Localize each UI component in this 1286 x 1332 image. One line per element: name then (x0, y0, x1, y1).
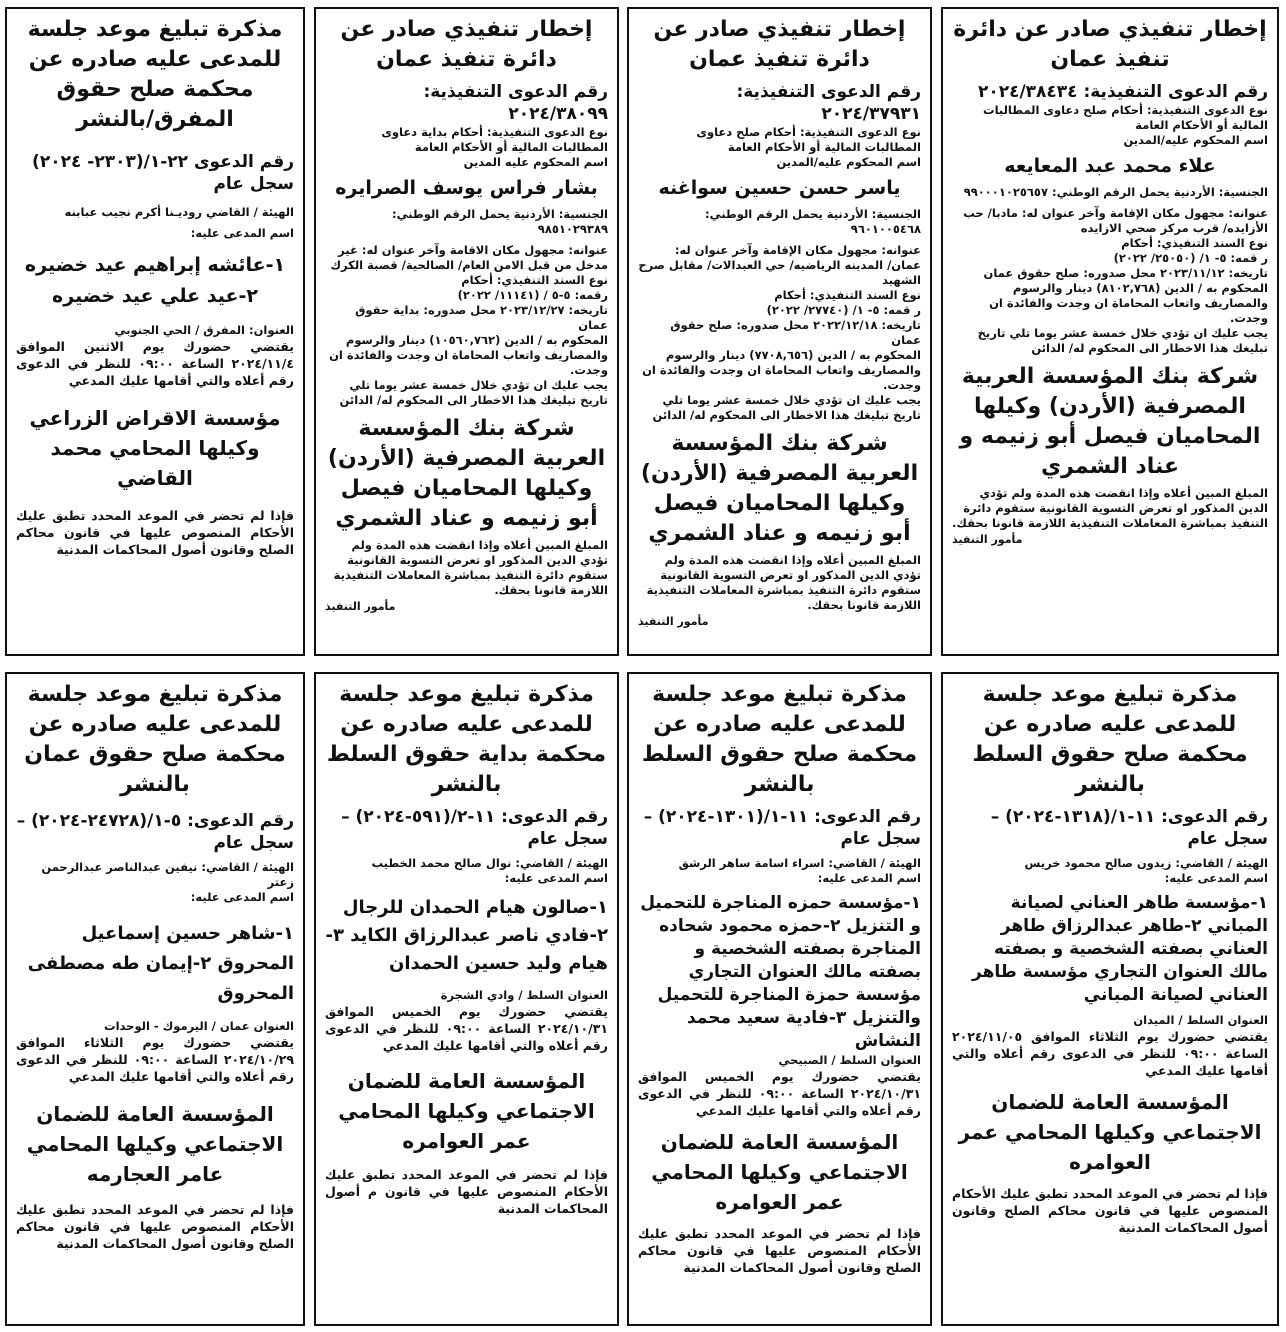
payment-warning: يجب عليك ان تؤدي خلال خمسة عشر يوما تلي تاريخ تبليغك هذا الاخطار الى المحكوم له/ الدائن (652, 393, 921, 422)
execution-officer: مأمور التنفيذ (325, 600, 396, 613)
debtor-name: ياسر حسن حسين سواغنه (658, 177, 901, 199)
defendants: ١-شاهر حسين إسماعيل المحروق ٢-إيمان طه مصطفى المحروق (27, 923, 294, 1004)
debt-amount: المحكوم به / الدين (١٠٥٦٠,٧٦٢) دينار والرسوم والمصاريف واتعاب المحاماة ان وجدت والفائدة ان وجدت. (329, 333, 608, 377)
closing-text: المبلغ المبين أعلاه وإذا انقضت هذه المدة ولم تؤدي الدين المذكور او تعرض التسوية القانونية ستقوم دائرة التنفيذ بمباشرة المعاملات التنفيذية اللازمة قانونا بحقك. (952, 486, 1268, 530)
summons-notice-mafraq (5, 7, 305, 656)
creditor: شركة بنك المؤسسة العربية المصرفية (الأردن) وكيلها المحاميان فيصل أبو زنيمه و عناد الشمري (640, 431, 919, 546)
address: العنوان: المفرق / الحي الجنوبي (114, 323, 294, 337)
plaintiff: مؤسسة الاقراض الزراعي وكيلها المحامي محمد القاضي (29, 406, 281, 490)
debtor-name: بشار فراس يوسف الصرايره (335, 177, 598, 199)
notice-title: إخطار تنفيذي صادر عن دائرة تنفيذ عمان (953, 17, 1267, 72)
execution-notice-2 (627, 7, 932, 656)
judge: الهيئة / القاضي: اسراء اسامة ساهر الرشق (678, 856, 921, 870)
bond-number: رقمه: ٥-٥ / (١١١٤١/ ٢٠٢٢) (457, 288, 608, 302)
payment-warning: يجب عليك ان تؤدي خلال خمسة عشر يوما تلي تاريخ تبليغك هذا الاخطار الى المحكوم له/ الدائن (339, 378, 608, 407)
case-number: رقم الدعوى التنفيذية: ٢٠٢٤/٣٨٤٣٤ (977, 82, 1268, 102)
case-number: رقم الدعوى: ١١-٢/(٥٩١-٢٠٢٤) – سجل عام (341, 807, 608, 849)
execution-officer: مأمور التنفيذ (638, 615, 709, 628)
case-number: رقم الدعوى: ٥-١/(٢٤٧٢٨-٢٠٢٤) – سجل عام (16, 811, 294, 853)
debtor-label: اسم المحكوم عليه المدين (463, 155, 608, 169)
judge: الهيئة / القاضي روديـنا أكرم نجيب عبابنه (64, 205, 294, 219)
defendants: ١-مؤسسة حمزه المناجرة للتحميل و التنزيل ٢-حمزه محمود شحاده المناجرة بصفته الشخصية و بصفته مالك العنوان التجاري مؤسسة حمزة المناجرة للتحميل والتنزيل ٣-فادية سعيد محمد النشاش (640, 893, 921, 1051)
closing-text: فإذا لم تحضر في الموعد المحدد تطبق عليك الأحكام المنصوص عليها في قانون م أصول المحاكمات المدنية (325, 1167, 608, 1216)
notice-title: إخطار تنفيذي صادر عن دائرة تنفيذ عمان (340, 17, 593, 72)
case-number: رقم الدعوى ٢٢-١/(٢٣٠٣- ٢٠٢٤) سجل عام (32, 152, 294, 194)
notice-title: مذكرة تبليغ موعد جلسة للمدعى عليه صادره عن محكمة بداية حقوق السلط بالنشر (326, 682, 607, 797)
debt-amount: المحكوم به / الدين (٨١٠٢,٧٦٨) دينار والرسوم والمصاريف واتعاب المحاماة ان وجدت والفائدة ان وجدت. (989, 281, 1268, 325)
nationality: الجنسية: الأردنية يحمل الرقم الوطني: ٩٦٠١٠٠٥٤٦٨ (704, 207, 921, 236)
judge: الهيئة / القاضي: نوال صالح محمد الخطيب (371, 856, 608, 870)
creditor: شركة بنك المؤسسة العربية المصرفية (الأردن) وكيلها المحاميان فيصل أبو زنيمه و عناد الشمري (327, 416, 606, 531)
summons-notice-salt-1 (941, 672, 1279, 1326)
address: العنوان السلط / الميدان (1133, 1013, 1268, 1027)
hearing-text: يقتضي حضورك يوم الثلاثاء الموافق ٢٠٢٤/١٠/٢٩ الساعة ٠٩:٠٠ للنظر في الدعوى رقم أعلاه والتي أقامها عليك المدعي (16, 1035, 294, 1084)
defendant-1: ١-عائشه إبراهيم عيد خضيره (24, 254, 286, 276)
defendant-label: اسم المدعى عليه: (504, 871, 608, 885)
address: عنوانه: مجهول مكان الإقامة وآخر عنوان له: مادبا/ حب الأزايده/ قرب مركز صحي الازايده (963, 206, 1268, 235)
closing-text: فإذا لم تحضر في الموعد المحدد تطبق عليك الأحكام المنصوص عليها في قانون محاكم الصلح وقانون أصول المحاكمات المدنية (638, 1226, 921, 1275)
defendant-2: ٢-عيد علي عيد خضيره (52, 285, 258, 307)
judge: الهيئة / القاضي: نيفين عبدالناصر عبدالرحمن زعتر (41, 860, 294, 889)
case-number: رقم الدعوى: ١١-١/(١٣١٨-٢٠٢٤) – سجل عام (990, 807, 1268, 849)
plaintiff: المؤسسة العامة للضمان الاجتماعي وكيلها المحامي عمر العوامره (338, 1069, 595, 1153)
plaintiff: المؤسسة العامة للضمان الاجتماعي وكيلها المحامي عامر العجارمه (26, 1102, 284, 1186)
case-type: نوع الدعوى التنفيذية: أحكام بداية دعاوى المطالبات المالية أو الأحكام العامة (381, 125, 608, 154)
payment-warning: يجب عليك ان تؤدي خلال خمسة عشر يوما تلي تاريخ تبليغك هذا الاخطار الى المحكوم له/ الدائن (977, 326, 1268, 355)
closing-text: المبلغ المبين أعلاه وإذا انقضت هذه المدة ولم تؤدي الدين المذكور او تعرض التسوية القانونية ستقوم دائرة التنفيذ بمباشرة المعاملات التنفيذية اللازمة قانونا بحقك. (646, 553, 921, 612)
bond-type: نوع السند التنفيذي: أحكام (461, 273, 608, 287)
defendants: ١-مؤسسة طاهر العناني لصيانة المباني ٢-طاهر عبدالرزاق طاهر العناني بصفته الشخصية و بصفته مالك العنوان التجاري مؤسسة طاهر العناني لصيانة المباني (972, 893, 1268, 1005)
case-number: رقم الدعوى التنفيذية: ٢٠٢٤/٣٧٩٣١ (736, 82, 921, 124)
execution-officer: مأمور التنفيذ (952, 533, 1023, 546)
address: عنوانه: مجهول مكان الاقامة وآخر عنوان له: غير مدخل من قبل الامن العام/ الصالحية/ قصبة الكرك (330, 243, 608, 272)
address: العنوان السلط / الصبيحي (778, 1053, 921, 1067)
bond-number: ر قمه: ٥- ١/ (٢٧٧٤٠/ ٢٠٢٢) (766, 303, 921, 317)
notice-title: مذكرة تبليغ موعد جلسة للمدعى عليه صادره عن محكمة صلح حقوق عمان بالنشر (24, 682, 286, 797)
notice-title: مذكرة تبليغ موعد جلسة للمدعى عليه صادره عن محكمة صلح حقوق السلط بالنشر (641, 682, 918, 797)
bond-type: نوع السند التنفيذي: أحكام (774, 288, 921, 302)
bond-type: نوع السند التنفيذي: أحكام (1121, 236, 1268, 250)
plaintiff: المؤسسة العامة للضمان الاجتماعي وكيلها المحامي عمر العوامره (958, 1090, 1262, 1174)
closing-text: فإذا لم تحضر في الموعد المحدد تطبق عليك الأحكام المنصوص عليها في قانون محاكم الصلح وقانون أصول المحاكمات المدنية (952, 1186, 1268, 1235)
hearing-text: يقتضي حضورك يوم الاثنين الموافق ٢٠٢٤/١١/٤ الساعة ٠٩:٠٠ للنظر في الدعوى رقم أعلاه والتي أقامها عليك المدعي (16, 339, 294, 388)
judge: الهيئة / القاضي: زيدون صالح محمود خريس (1024, 856, 1268, 870)
hearing-text: يقتضي حضورك يوم الثلاثاء الموافق ٢٠٢٤/١١/٠٥ الساعة ٠٩:٠٠ للنظر في الدعوى رقم أعلاه والتي أقامها عليك المدعي (952, 1029, 1268, 1078)
plaintiff: المؤسسة العامة للضمان الاجتماعي وكيلها المحامي عمر العوامره (651, 1130, 908, 1214)
address: العنوان السلط / وادي الشجرة (440, 988, 608, 1002)
nationality: الجنسية: الأردنية يحمل الرقم الوطني: ٩٨٥١٠٢٩٣٨٩ (391, 207, 608, 236)
defendant-label: اسم المدعى عليه: (190, 226, 294, 240)
closing-text: فإذا لم تحضر في الموعد المحدد تطبق عليك الأحكام المنصوص عليها في قانون محاكم الصلح وقانون أصول المحاكمات المدنية (16, 508, 294, 557)
address: عنوانه: مجهول مكان الإقامة وآخر عنوان له: عمان/ المدينه الرياضيه/ حي العبدالات/ مقابل صرح الشهيد (638, 243, 921, 287)
case-number: رقم الدعوى التنفيذية: ٢٠٢٤/٣٨٠٩٩ (423, 82, 608, 124)
execution-notice-3 (314, 7, 619, 656)
summons-notice-amman (5, 672, 305, 1326)
debtor-name: علاء محمد عبد المعايعه (1004, 155, 1216, 177)
defendant-label: اسم المدعى عليه: (817, 871, 921, 885)
bond-number: ر قمه: ٥- ١/ (٢٥٠٥٠/ ٢٠٢٢) (1113, 251, 1268, 265)
closing-text: المبلغ المبين أعلاه وإذا انقضت هذه المدة ولم تؤدي الدين المذكور او تعرض التسوية القانونية ستقوم دائرة التنفيذ بمباشرة المعاملات التنفيذية اللازمة قانونا بحقك. (333, 538, 608, 597)
summons-notice-salt-2 (627, 672, 932, 1326)
defendant-label: اسم المدعى عليه: (1164, 871, 1268, 885)
hearing-text: يقتضي حضورك يوم الخميس الموافق ٢٠٢٤/١٠/٣١ الساعة ٠٩:٠٠ للنظر في الدعوى رقم أعلاه والتي أقامها عليك المدعي (638, 1069, 921, 1118)
creditor: شركة بنك المؤسسة العربية المصرفية (الأردن) وكيلها المحاميان فيصل أبو زنيمه و عناد الشمري (959, 364, 1261, 479)
bond-date: تاريخه: ٢٠٢٢/١٢/١٨ محل صدوره: صلح حقوق عمان (670, 318, 921, 347)
debtor-label: اسم المحكوم عليه/المدين (1123, 133, 1268, 147)
defendant-label: اسم المدعى عليه: (190, 890, 294, 904)
notice-title: مذكرة تبليغ موعد جلسة للمدعى عليه صادره عن محكمة صلح حقوق المفرق/بالنشر (27, 17, 283, 132)
address: العنوان عمان / اليرموك - الوحدات (104, 1019, 294, 1033)
debt-amount: المحكوم به / الدين (٧٧٠٨,٦٥٦) دينار والرسوم والمصاريف واتعاب المحاماة ان وجدت والفائدة ان وجدت. (642, 348, 921, 392)
nationality: الجنسية: الأردنية يحمل الرقم الوطني: ٩٩٠٠٠١٠٢٥٦٥٧ (963, 185, 1268, 199)
bond-date: تاريخه: ٢٠٢٣/١١/١٢ محل صدوره: صلح حقوق عمان (983, 266, 1268, 280)
notice-title: إخطار تنفيذي صادر عن دائرة تنفيذ عمان (653, 17, 906, 72)
execution-notice-1 (941, 7, 1279, 656)
notice-title: مذكرة تبليغ موعد جلسة للمدعى عليه صادره عن محكمة صلح حقوق السلط بالنشر (972, 682, 1248, 797)
case-type: نوع الدعوى التنفيذية: أحكام صلح دعاوى المطالبات المالية أو الأحكام العامة (983, 103, 1268, 132)
debtor-label: اسم المحكوم عليه/المدين (776, 155, 921, 169)
hearing-text: يقتضي حضورك يوم الخميس الموافق ٢٠٢٤/١٠/٣١ الساعة ٠٩:٠٠ للنظر في الدعوى رقم أعلاه والتي أقامها عليك المدعي (325, 1004, 608, 1053)
summons-notice-salt-3 (314, 672, 619, 1326)
bond-date: تاريخه: ٢٠٢٣/١٢/٢٧ محل صدوره: بداية حقوق عمان (355, 303, 608, 332)
case-number: رقم الدعوى: ١١-١/(١٣٠١-٢٠٢٤) – سجل عام (643, 807, 921, 849)
defendants: ١-صالون هيام الحمدان للرجال ٢-فادي ناصر عبدالرزاق الكايد ٣-هيام وليد حسين الحمدان (325, 897, 608, 974)
case-type: نوع الدعوى التنفيذية: أحكام صلح دعاوى المطالبات المالية أو الأحكام العامة (696, 125, 921, 154)
closing-text: فإذا لم تحضر في الموعد المحدد تطبق عليك الأحكام المنصوص عليها في قانون محاكم الصلح وقانون أصول المحاكمات المدنية (16, 1202, 294, 1251)
